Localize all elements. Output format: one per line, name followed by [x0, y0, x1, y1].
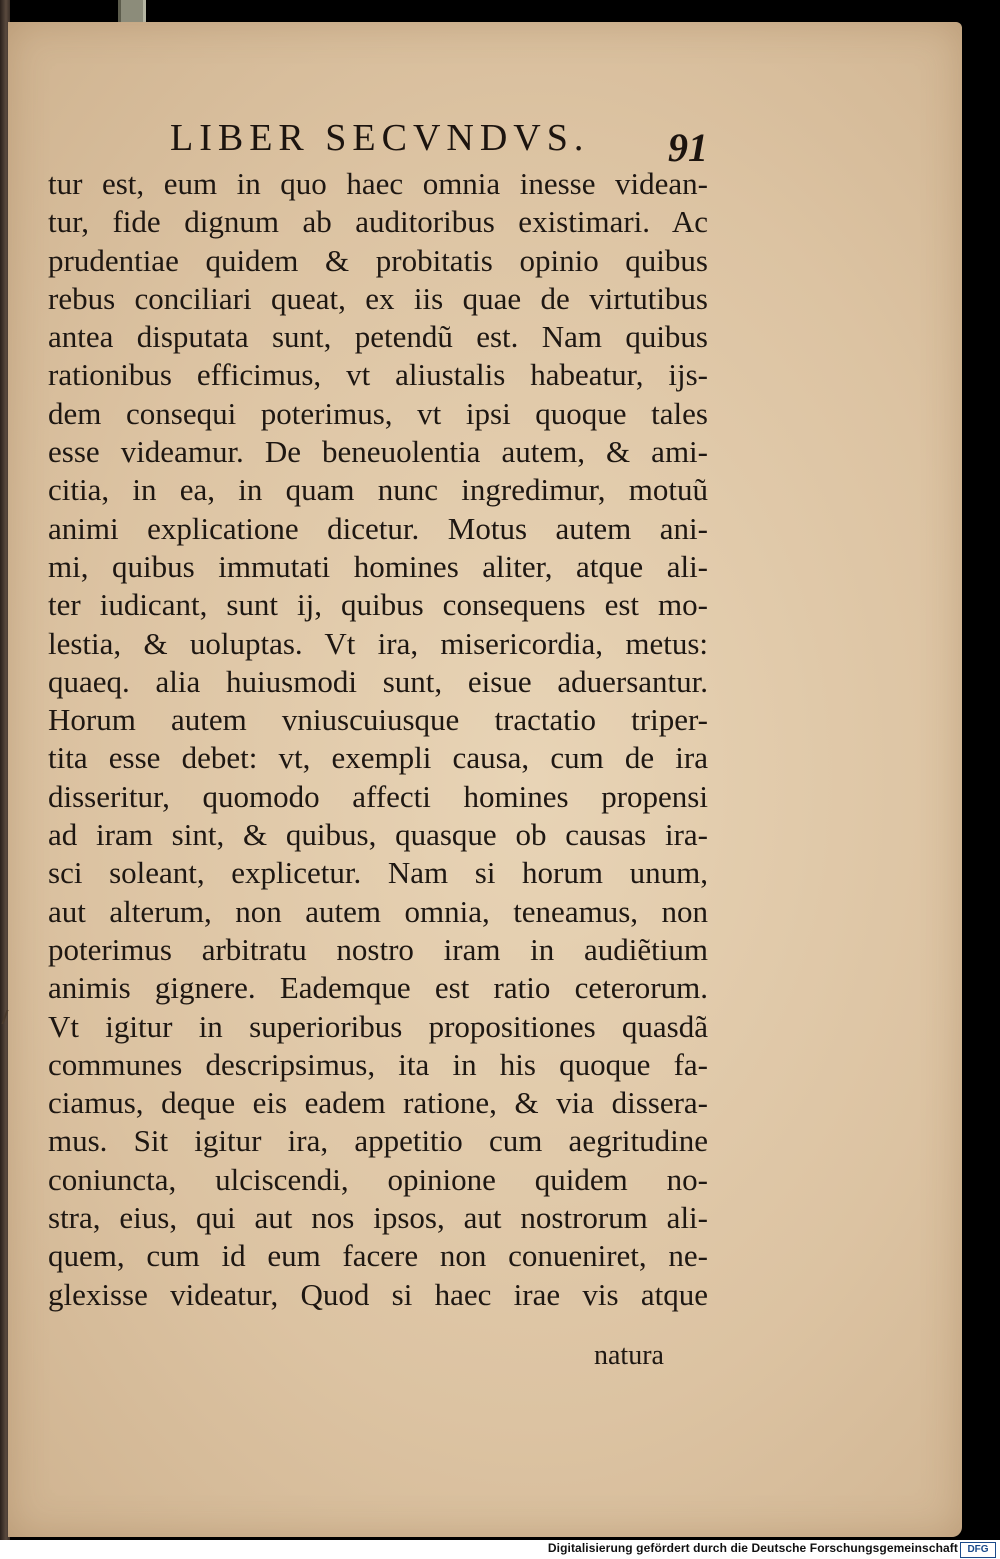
- text-line: prudentiae quidem & probitatis opinio quibus: [48, 242, 708, 278]
- running-head: LIBER SECVNDVS.: [170, 117, 590, 159]
- text-line: esse videamur. De beneuolentia autem, & ami-: [48, 434, 708, 470]
- text-line: animis gignere. Eademque est ratio ceterorum.: [48, 970, 708, 1006]
- text-line: ciamus, deque eis eadem ratione, & via dissera-: [48, 1085, 708, 1121]
- text-line: lestia, & uoluptas. Vt ira, misericordia, metus:: [48, 625, 708, 661]
- text-line: ad iram sint, & quibus, quasque ob causas ira-: [48, 817, 708, 853]
- text-line: antea disputata sunt, petendũ est. Nam quibus: [48, 319, 708, 355]
- text-line: mi, quibus immutati homines aliter, atque ali-: [48, 548, 708, 584]
- text-line: quaeq. alia huiusmodi sunt, eisue aduersantur.: [48, 663, 708, 699]
- body-text: [48, 165, 708, 1314]
- text-line: Horum autem vniuscuiusque tractatio triper-: [48, 702, 708, 738]
- text-line: glexisse videatur, Quod si haec irae vis atque: [48, 1276, 708, 1312]
- digitization-credit: Digitalisierung gefördert durch die Deutsche Forschungsgemeinschaft: [547, 1541, 958, 1555]
- text-line: animi explicatione dicetur. Motus autem ani-: [48, 510, 708, 546]
- text-line: tur est, eum in quo haec omnia inesse videan-: [48, 166, 708, 201]
- text-line: tita esse debet: vt, exempli causa, cum de ira: [48, 740, 708, 776]
- text-line: mus. Sit igitur ira, appetitio cum aegritudine: [48, 1123, 708, 1159]
- text-line: ter iudicant, sunt ij, quibus consequens est mo-: [48, 587, 708, 623]
- catchword: natura: [594, 1340, 664, 1371]
- text-line: Vt igitur in superioribus propositiones quasdã: [48, 1008, 708, 1044]
- text-line: communes descripsimus, ita in his quoque fa-: [48, 1046, 708, 1082]
- page-number: 91: [668, 125, 708, 170]
- text-line: rationibus efficimus, vt aliustalis habeatur, ijs-: [48, 357, 708, 393]
- text-line: citia, in ea, in quam nunc ingredimur, motuũ: [48, 472, 708, 508]
- text-line: dem consequi poterimus, vt ipsi quoque tales: [48, 395, 708, 431]
- text-line: quem, cum id eum facere non conueniret, ne-: [48, 1238, 708, 1274]
- dfg-logo-icon: DFG: [960, 1542, 996, 1558]
- text-line: disseritur, quomodo affecti homines propensi: [48, 778, 708, 814]
- text-line: coniuncta, ulciscendi, opinione quidem no-: [48, 1161, 708, 1197]
- text-line: stra, eius, qui aut nos ipsos, aut nostrorum ali-: [48, 1200, 708, 1236]
- text-line: rebus conciliari queat, ex iis quae de virtutibus: [48, 280, 708, 316]
- text-line: poterimus arbitratu nostro iram in audiẽtium: [48, 931, 708, 967]
- text-line: tur, fide dignum ab auditoribus existimari. Ac: [48, 204, 708, 240]
- text-line: sci soleant, explicetur. Nam si horum unum,: [48, 855, 708, 891]
- text-line: aut alterum, non autem omnia, teneamus, non: [48, 893, 708, 929]
